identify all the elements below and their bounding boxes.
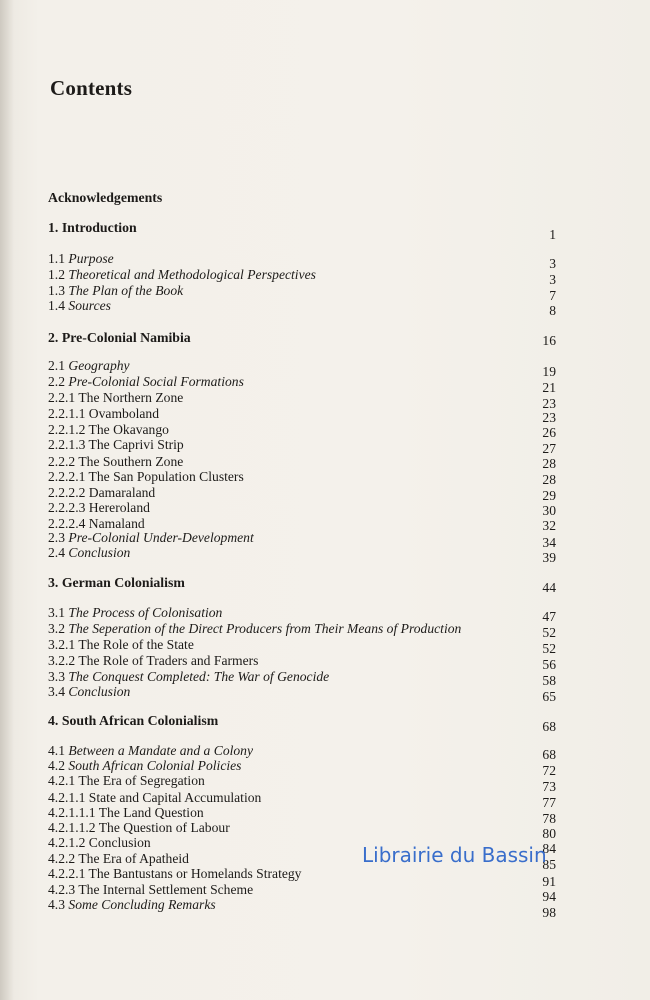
toc-entry [48,358,550,374]
toc-page-number: 19 [542,364,556,379]
toc-entry-number: 2.2.2.2 [48,485,86,500]
toc-page-number: 65 [542,689,556,704]
toc-entry-number: 3.1 [48,605,65,620]
toc-entry-number: 2.2.2 [48,454,76,469]
toc-entry [48,422,550,438]
toc-page-number: 21 [542,380,556,395]
toc-page-number: 56 [542,657,556,672]
toc-entry-title: The Internal Settlement Scheme [78,882,254,897]
toc-entry [48,669,550,685]
toc-entry-title: South African Colonialism [61,713,219,728]
toc-entry [48,374,550,390]
toc-page-number: 77 [542,795,556,810]
toc-entry-title: The Role of the State [78,637,194,652]
toc-page-number: 1 [549,227,556,242]
toc-entry-number: 2.2.1 [48,390,76,405]
toc-entry-title: The Era of Segregation [78,773,205,788]
toc-entry-number: 4.3 [48,897,65,912]
toc-page-number: 72 [542,763,556,778]
toc-entry-number: 4.2.1.2 [48,835,86,850]
toc-page-number: 58 [542,673,556,688]
toc-entry [48,530,550,546]
toc-entry-title: Pre-Colonial Social Formations [68,374,244,389]
toc-page-number: 68 [542,719,556,734]
toc-entry-number: 4.2.1.1.2 [48,820,96,835]
toc-entry-number: 1.4 [48,298,65,313]
toc-page-number: 23 [542,410,556,425]
toc-entry [48,283,550,299]
toc-page-number: 29 [542,488,556,503]
toc-entry-title: Pre-Colonial Namibia [61,330,191,345]
toc-entry-title: The Southern Zone [78,454,184,469]
toc-page-number: 39 [542,550,556,565]
toc-page-number: 52 [542,625,556,640]
toc-entry-title: Conclusion [88,835,151,850]
toc-entry [48,485,550,501]
toc-page-number: 73 [542,779,556,794]
toc-entry-number: 1.2 [48,267,65,282]
toc-entry-title: State and Capital Accumulation [88,790,262,805]
toc-entry-number: 4.2.2 [48,851,76,866]
seller-watermark: Librairie du Bassin [362,843,547,867]
toc-entry-number: 4.2 [48,758,65,773]
toc-entry-number: 2.2.2.4 [48,516,86,531]
toc-entry-title: Acknowledgements [48,190,163,205]
toc-entry-title: Purpose [68,251,114,266]
toc-entry-number: 2.4 [48,545,65,560]
toc-entry [48,637,550,653]
toc-entry [48,190,550,206]
toc-entry-number: 2.2.1.1 [48,406,86,421]
toc-page-number: 28 [542,472,556,487]
toc-entry [48,684,550,700]
page-gutter-shadow [0,0,14,1000]
toc-entry [48,220,550,236]
toc-entry-number: 3.2 [48,621,65,636]
toc-entry [48,713,550,729]
toc-entry-title: Geography [68,358,130,373]
toc-entry-number: 2.3 [48,530,65,545]
toc-entry [48,454,550,470]
toc-page-number: 34 [542,535,556,550]
toc-page-number: 23 [542,396,556,411]
toc-entry [48,621,550,637]
toc-entry-number: 4.1 [48,743,65,758]
toc-entry-title: Conclusion [68,684,131,699]
toc-entry-title: Pre-Colonial Under-Development [68,530,254,545]
toc-entry-title: The Plan of the Book [68,283,184,298]
toc-page-number: 7 [549,288,556,303]
toc-entry-number: 2.2.1.2 [48,422,86,437]
toc-page-number: 84 [542,841,556,856]
toc-page-number: 3 [549,256,556,271]
toc-page-number: 80 [542,826,556,841]
toc-entry [48,882,550,898]
toc-entry-number: 2.2.2.3 [48,500,86,515]
toc-entry-number: 2.2.2.1 [48,469,86,484]
toc-page-number: 28 [542,456,556,471]
toc-entry-title: Some Concluding Remarks [68,897,216,912]
page-title: Contents [50,76,133,100]
toc-page-number: 91 [542,874,556,889]
toc-entry-number: 4.2.3 [48,882,76,897]
toc-entry [48,790,550,806]
toc-entry-title: The Conquest Completed: The War of Genocide [68,669,330,684]
toc-entry-title: The Role of Traders and Farmers [78,653,259,668]
toc-page-number: 68 [542,747,556,762]
toc-page-number: 98 [542,905,556,920]
toc-entry-number: 1.1 [48,251,65,266]
toc-entry-title: Introduction [61,220,137,235]
toc-entry-title: The Seperation of the Direct Producers from Their Means of Production [68,621,462,636]
toc-page-number: 3 [549,272,556,287]
toc-entry-title: German Colonialism [61,575,185,590]
toc-entry-number: 3.3 [48,669,65,684]
toc-entry-title: The San Population Clusters [88,469,244,484]
toc-entry [48,437,550,453]
toc-entry-title: Between a Mandate and a Colony [68,743,254,758]
toc-entry-title: The Northern Zone [78,390,184,405]
toc-entry [48,653,550,669]
toc-entry-number: 1.3 [48,283,65,298]
toc-entry [48,605,550,621]
toc-entry [48,575,550,591]
toc-page-number: 78 [542,811,556,826]
toc-entry-title: Hereroland [88,500,150,515]
toc-page-number: 30 [542,503,556,518]
toc-entry-title: Theoretical and Methodological Perspectives [68,267,316,282]
toc-entry-number: 3. [48,575,59,590]
toc-entry-number: 4. [48,713,59,728]
toc-page-number: 26 [542,425,556,440]
toc-entry-number: 4.2.1 [48,773,76,788]
toc-page-number: 85 [542,857,556,872]
toc-entry-title: Conclusion [68,545,131,560]
toc-entry [48,743,550,759]
toc-entry [48,298,550,314]
toc-entry-title: South African Colonial Policies [68,758,242,773]
toc-entry [48,330,550,346]
toc-entry-title: Sources [68,298,111,313]
toc-entry-number: 2.2 [48,374,65,389]
toc-entry-title: The Question of Labour [98,820,230,835]
toc-entry [48,758,550,774]
toc-entry-title: Ovamboland [88,406,160,421]
toc-entry-title: Namaland [88,516,145,531]
toc-entry-number: 3.4 [48,684,65,699]
toc-entry-title: The Caprivi Strip [88,437,184,452]
toc-entry-title: The Land Question [98,805,204,820]
toc-entry-number: 1. [48,220,59,235]
toc-entry-title: The Process of Colonisation [68,605,223,620]
toc-page-number: 32 [542,518,556,533]
toc-page-number: 16 [542,333,556,348]
toc-entry [48,500,550,516]
toc-entry-title: The Okavango [88,422,169,437]
toc-entry-number: 2.1 [48,358,65,373]
toc-entry-number: 3.2.1 [48,637,76,652]
toc-page-number: 52 [542,641,556,656]
toc-entry [48,545,550,561]
toc-entry [48,469,550,485]
toc-entry-number: 2.2.1.3 [48,437,86,452]
toc-entry [48,820,550,836]
toc-entry [48,773,550,789]
toc-entry-number: 4.2.1.1.1 [48,805,96,820]
toc-entry [48,897,550,913]
toc-entry [48,866,550,882]
toc-entry [48,251,550,267]
toc-page-number: 44 [542,580,556,595]
toc-page-number: 8 [549,303,556,318]
toc-page-number: 27 [542,441,556,456]
toc-entry [48,390,550,406]
toc-entry [48,406,550,422]
toc-entry [48,267,550,283]
toc-entry-number: 4.2.2.1 [48,866,86,881]
toc-page-number: 94 [542,889,556,904]
toc-page-number: 47 [542,609,556,624]
toc-entry-title: Damaraland [88,485,156,500]
toc-entry-title: The Era of Apatheid [78,851,189,866]
toc-entry-number: 3.2.2 [48,653,76,668]
toc-entry-number: 2. [48,330,59,345]
toc-entry-number: 4.2.1.1 [48,790,86,805]
toc-entry-title: The Bantustans or Homelands Strategy [88,866,302,881]
toc-entry [48,805,550,821]
